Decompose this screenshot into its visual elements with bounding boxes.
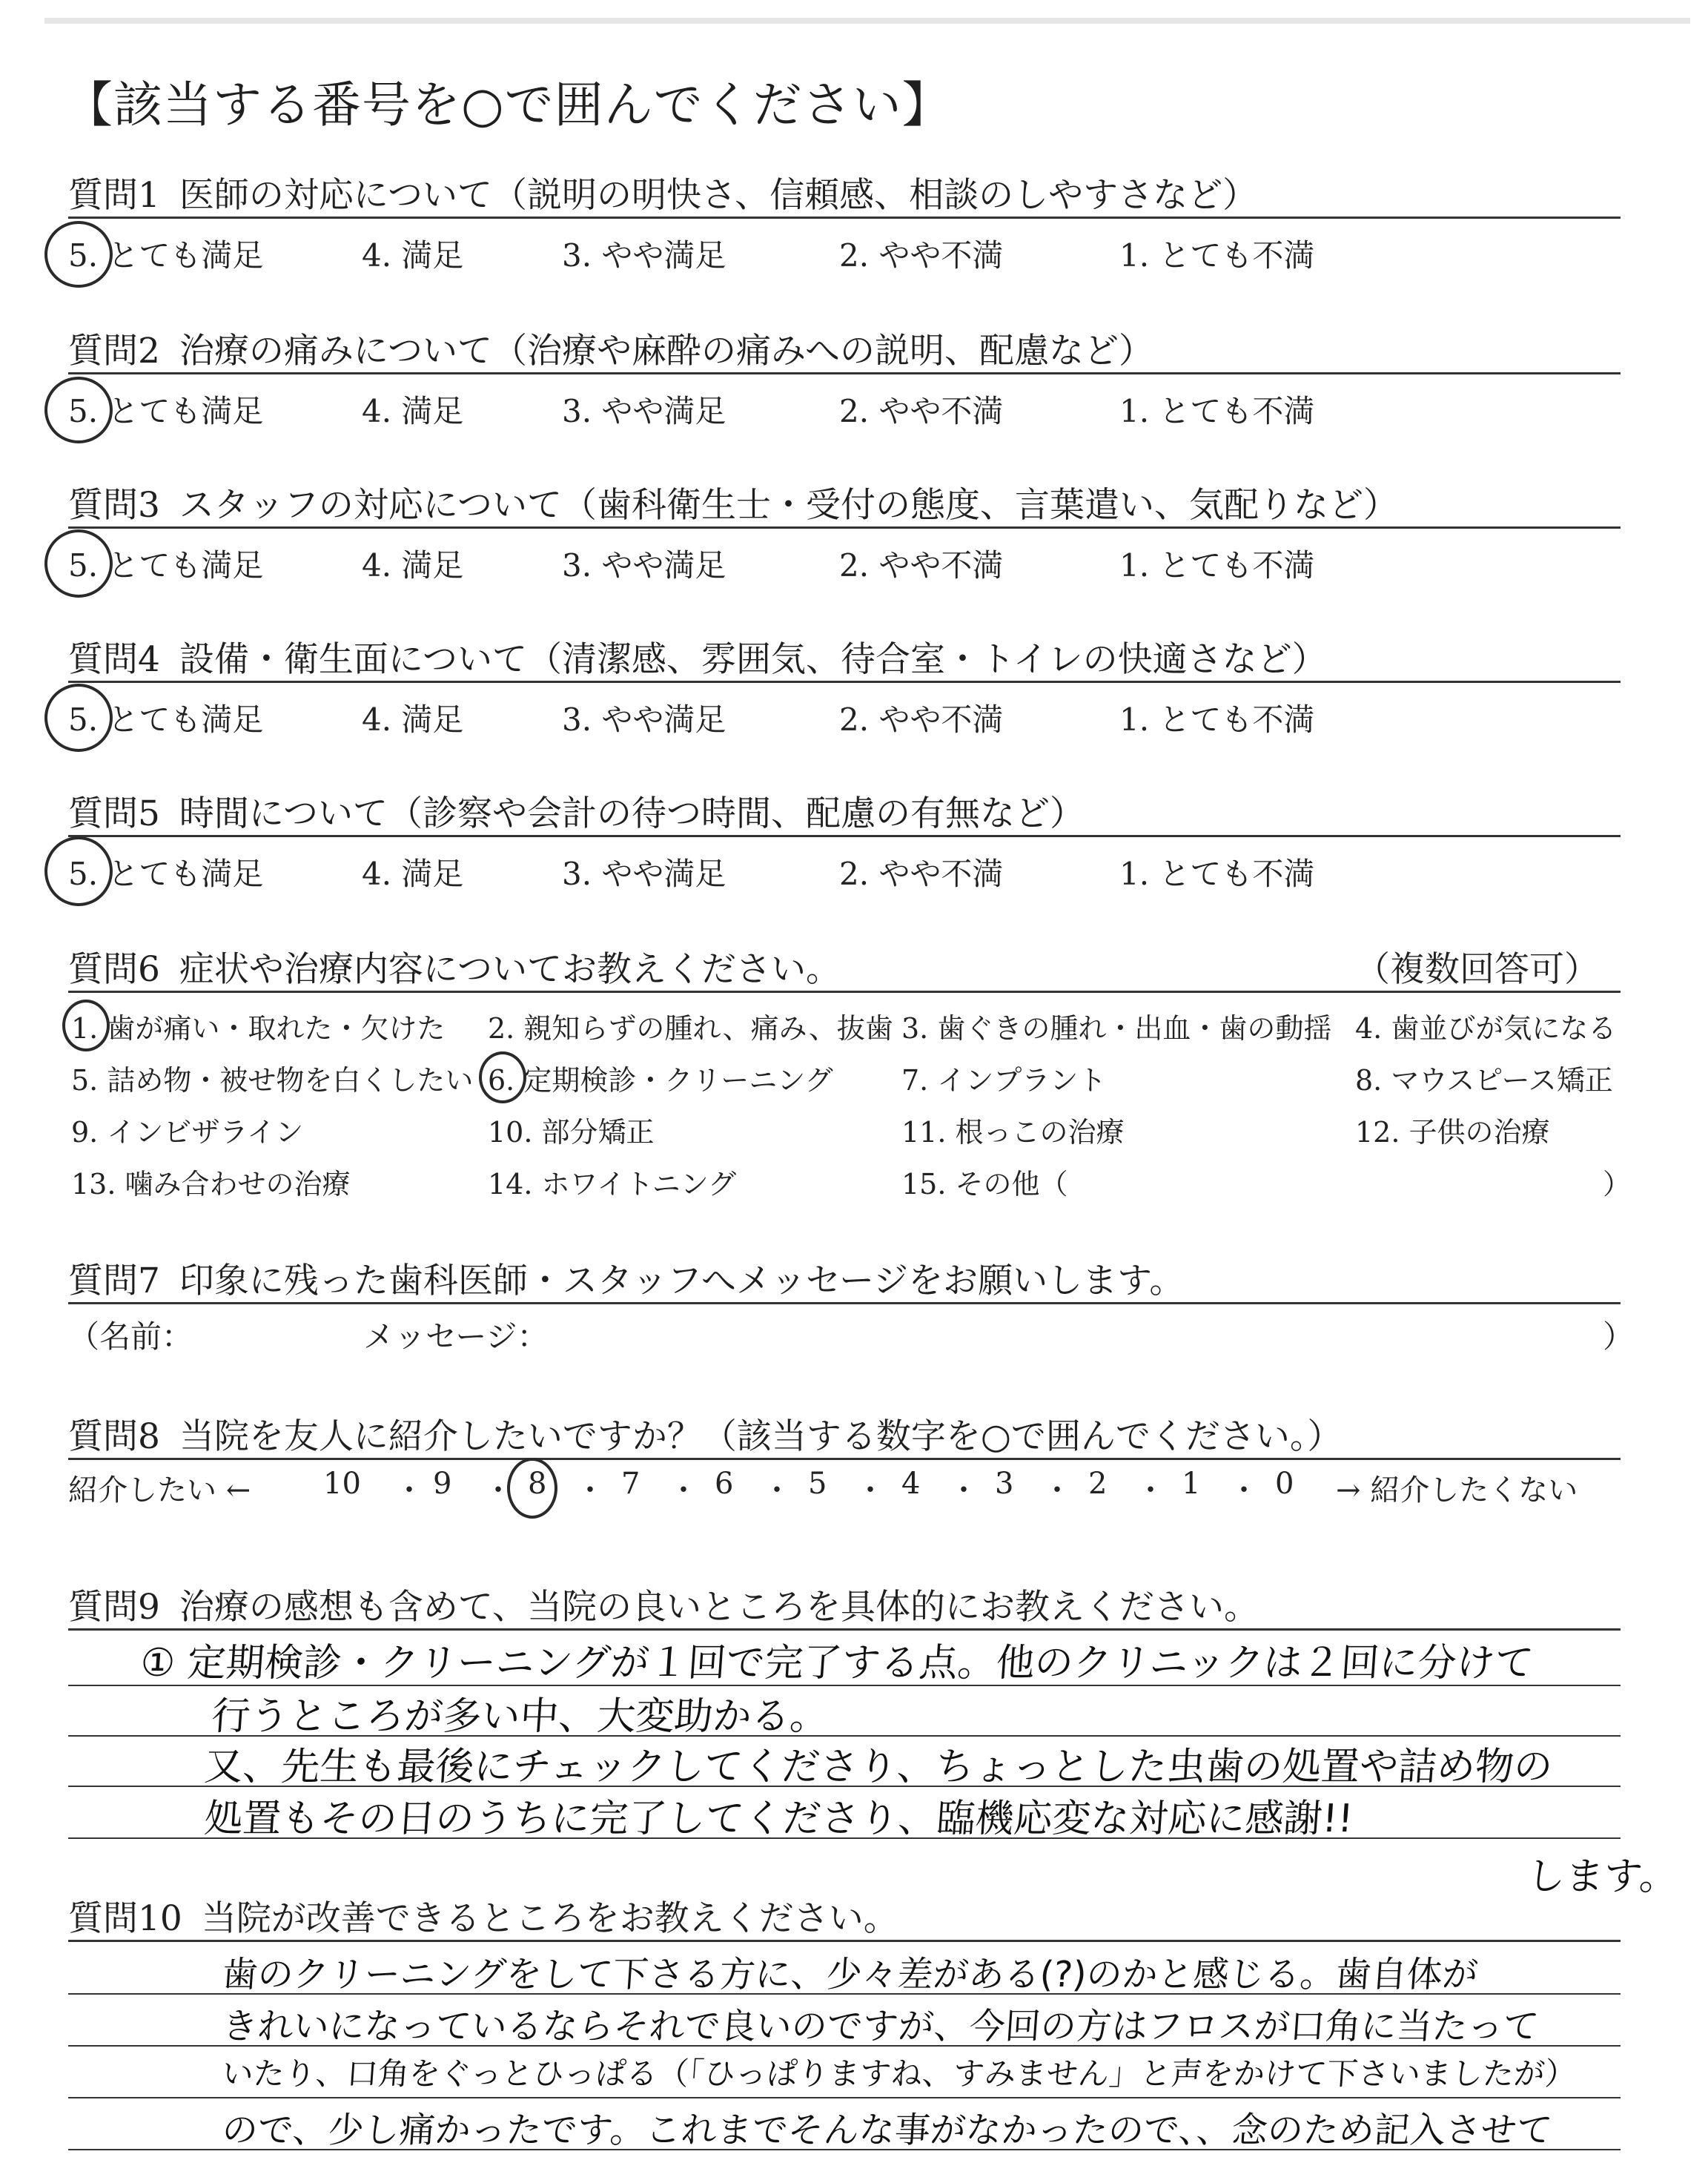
scale-dot: ・ <box>1136 1473 1165 1507</box>
q6-option-11[interactable]: 11. 根っこの治療 <box>901 1116 1125 1149</box>
option-5[interactable]: 5. とても満足 <box>68 547 264 584</box>
scale-5[interactable]: 5 <box>808 1467 827 1501</box>
option-3[interactable]: 3. やや満足 <box>562 701 726 738</box>
question-9 <box>68 1579 1621 1629</box>
rule-line <box>68 372 1621 374</box>
multiple-answer-note: （複数回答可） <box>1355 949 1599 990</box>
question-4 <box>68 632 1621 681</box>
handwritten-answer-line: 行うところが多い中、大変助かる。 <box>210 1694 830 1739</box>
scale-7[interactable]: 7 <box>621 1467 640 1501</box>
question-1 <box>68 168 1621 217</box>
scale-3[interactable]: 3 <box>995 1467 1014 1501</box>
question-number: 質問3 <box>68 485 160 526</box>
question-number: 質問4 <box>68 639 160 680</box>
option-4[interactable]: 4. 満足 <box>362 237 464 274</box>
handwritten-answer-line: 歯のクリーニングをして下さる方に、少々差がある(?)のかと感じる。歯自体が <box>220 1954 1480 1995</box>
handwritten-answer-line: 処置もその日のうちに完了してくださり、臨機応変な対応に感謝!! <box>202 1797 1355 1841</box>
question-number: 質問10 <box>68 1898 182 1939</box>
selection-circle <box>507 1458 557 1519</box>
rule-line <box>68 1458 1621 1460</box>
rule-line <box>68 835 1621 837</box>
question-text: 医師の対応について（説明の明快さ、信頼感、相談のしやすさなど） <box>179 175 1258 216</box>
name-label: （名前： <box>68 1318 193 1355</box>
q6-option-15[interactable]: 15. その他（ <box>901 1168 1068 1200</box>
question-number: 質問7 <box>68 1261 160 1301</box>
question-number: 質問2 <box>68 331 160 371</box>
question-3 <box>68 478 1621 527</box>
option-5[interactable]: 5. とても満足 <box>68 393 264 429</box>
option-3[interactable]: 3. やや満足 <box>562 547 726 584</box>
rule-line <box>68 1940 1621 1942</box>
option-2[interactable]: 2. やや不満 <box>839 856 1004 892</box>
option-4[interactable]: 4. 満足 <box>362 393 464 429</box>
q6-option-12[interactable]: 12. 子供の治療 <box>1355 1116 1550 1149</box>
option-1[interactable]: 1. とても不満 <box>1119 701 1315 738</box>
rule-line <box>68 1628 1621 1631</box>
rule-line <box>68 1302 1621 1304</box>
option-5[interactable]: 5. とても満足 <box>68 701 264 738</box>
option-1[interactable]: 1. とても不満 <box>1119 547 1315 584</box>
q6-option-9[interactable]: 9. インビザライン <box>71 1116 304 1149</box>
option-1[interactable]: 1. とても不満 <box>1119 237 1315 274</box>
option-1[interactable]: 1. とても不満 <box>1119 393 1315 429</box>
question-8 <box>68 1409 1621 1459</box>
question-text: スタッフの対応について（歯科衛生士・受付の態度、言葉遣い、気配りなど） <box>179 485 1398 526</box>
option-2[interactable]: 2. やや不満 <box>839 701 1004 738</box>
scale-dot: ・ <box>949 1473 979 1507</box>
q6-option-13[interactable]: 13. 噛み合わせの治療 <box>71 1168 351 1200</box>
scale-8[interactable]: 8 <box>528 1467 547 1501</box>
question-text: 症状や治療内容についてお教えください。 <box>179 949 841 990</box>
scale-dot: ・ <box>394 1473 424 1507</box>
rule-line <box>68 2097 1621 2098</box>
q6-option-7[interactable]: 7. インプラント <box>901 1064 1107 1097</box>
question-text: 時間について（診察や会計の待つ時間、配慮の有無など） <box>179 793 1085 834</box>
handwritten-answer-line: 又、先生も最後にチェックしてくださり、ちょっとした虫歯の処置や詰め物の <box>202 1745 1555 1789</box>
option-3[interactable]: 3. やや満足 <box>562 856 726 892</box>
message-label: メッセージ： <box>363 1318 549 1355</box>
scale-dot: ・ <box>855 1473 885 1507</box>
scale-2[interactable]: 2 <box>1088 1467 1108 1501</box>
scale-dot: ・ <box>762 1473 792 1507</box>
rule-line <box>68 217 1621 219</box>
selection-circle <box>44 529 113 598</box>
question-number: 質問9 <box>68 1587 160 1628</box>
option-4[interactable]: 4. 満足 <box>362 547 464 584</box>
q6-option-10[interactable]: 10. 部分矯正 <box>488 1116 655 1149</box>
option-4[interactable]: 4. 満足 <box>362 701 464 738</box>
selection-circle <box>44 684 113 752</box>
rule-line <box>68 991 1621 993</box>
scale-left-label: 紹介したい ← <box>68 1473 251 1507</box>
option-2[interactable]: 2. やや不満 <box>839 237 1004 274</box>
scale-6[interactable]: 6 <box>715 1467 734 1501</box>
handwritten-answer-line: ① 定期検診・クリーニングが１回で完了する点。他のクリニックは２回に分けて <box>139 1641 1535 1685</box>
q7-close-paren: ） <box>1603 1318 1635 1355</box>
handwritten-answer-line: します。 <box>1525 1855 1680 1899</box>
selection-circle <box>44 377 113 443</box>
q6-option-4[interactable]: 4. 歯並びが気になる <box>1355 1012 1617 1045</box>
option-2[interactable]: 2. やや不満 <box>839 547 1004 584</box>
q6-option-3[interactable]: 3. 歯ぐきの腫れ・出血・歯の動揺 <box>901 1012 1332 1045</box>
question-text: 治療の感想も含めて、当院の良いところを具体的にお教えください。 <box>179 1587 1259 1628</box>
scale-dot: ・ <box>575 1473 605 1507</box>
question-text: 当院が改善できるところをお教えください。 <box>201 1898 898 1939</box>
scale-10[interactable]: 10 <box>323 1467 361 1501</box>
q6-option-6[interactable]: 6. 定期検診・クリーニング <box>488 1064 833 1097</box>
q6-option-8[interactable]: 8. マウスピース矯正 <box>1355 1064 1613 1097</box>
q6-other-close-paren: ） <box>1603 1168 1632 1200</box>
selection-circle <box>479 1051 526 1103</box>
question-number: 質問8 <box>68 1416 160 1457</box>
option-2[interactable]: 2. やや不満 <box>839 393 1004 429</box>
question-number: 質問6 <box>68 949 160 990</box>
option-3[interactable]: 3. やや満足 <box>562 237 726 274</box>
q6-option-1[interactable]: 1. 歯が痛い・取れた・欠けた <box>71 1012 446 1045</box>
handwritten-answer-line: きれいになっているならそれで良いのですが、今回の方はフロスが口角に当たって <box>220 2006 1540 2047</box>
q6-option-14[interactable]: 14. ホワイトニング <box>488 1168 737 1200</box>
option-5[interactable]: 5. とても満足 <box>68 856 264 892</box>
selection-circle <box>44 836 113 906</box>
form-header: 【該当する番号を○で囲んでください】 <box>64 76 952 133</box>
question-number: 質問5 <box>68 793 160 834</box>
handwritten-answer-line: いたり、口角をぐっとひっぱる（「ひっぱりますね、すみません」と声をかけて下さいましたが） <box>221 2055 1578 2092</box>
top-edge-bar <box>44 18 1690 24</box>
option-3[interactable]: 3. やや満足 <box>562 393 726 429</box>
q6-option-2[interactable]: 2. 親知らずの腫れ、痛み、抜歯 <box>488 1012 893 1045</box>
scale-dot: ・ <box>483 1473 513 1507</box>
question-text: 当院を友人に紹介したいですか？（該当する数字を○で囲んでください。） <box>179 1416 1343 1457</box>
q6-option-5[interactable]: 5. 詰め物・被せ物を白くしたい <box>71 1064 474 1097</box>
rule-line <box>68 526 1621 529</box>
question-7 <box>68 1253 1621 1303</box>
handwritten-answer-line: ので、少し痛かったです。これまでそんな事がなかったので、、念のため記入させて <box>220 2110 1554 2151</box>
selection-circle <box>62 1000 110 1051</box>
option-5[interactable]: 5. とても満足 <box>68 237 264 274</box>
rule-line <box>68 681 1621 683</box>
scale-4[interactable]: 4 <box>901 1467 921 1501</box>
option-1[interactable]: 1. とても不満 <box>1119 856 1315 892</box>
scale-1[interactable]: 1 <box>1182 1467 1201 1501</box>
question-number: 質問1 <box>68 175 160 216</box>
question-text: 印象に残った歯科医師・スタッフへメッセージをお願いします。 <box>179 1261 1185 1301</box>
scale-dot: ・ <box>1042 1473 1072 1507</box>
question-10 <box>68 1891 1621 1941</box>
option-4[interactable]: 4. 満足 <box>362 856 464 892</box>
question-5 <box>68 786 1621 836</box>
question-text: 治療の痛みについて（治療や麻酔の痛みへの説明、配慮など） <box>179 331 1154 371</box>
selection-circle <box>44 221 113 288</box>
scale-0[interactable]: 0 <box>1275 1467 1294 1501</box>
scale-right-label: → 紹介したくない <box>1336 1473 1578 1507</box>
scale-dot: ・ <box>669 1473 698 1507</box>
scale-dot: ・ <box>1229 1473 1259 1507</box>
scale-9[interactable]: 9 <box>433 1467 452 1501</box>
question-text: 設備・衛生面について（清潔感、雰囲気、待合室・トイレの快適さなど） <box>179 639 1327 680</box>
question-2 <box>68 323 1621 373</box>
